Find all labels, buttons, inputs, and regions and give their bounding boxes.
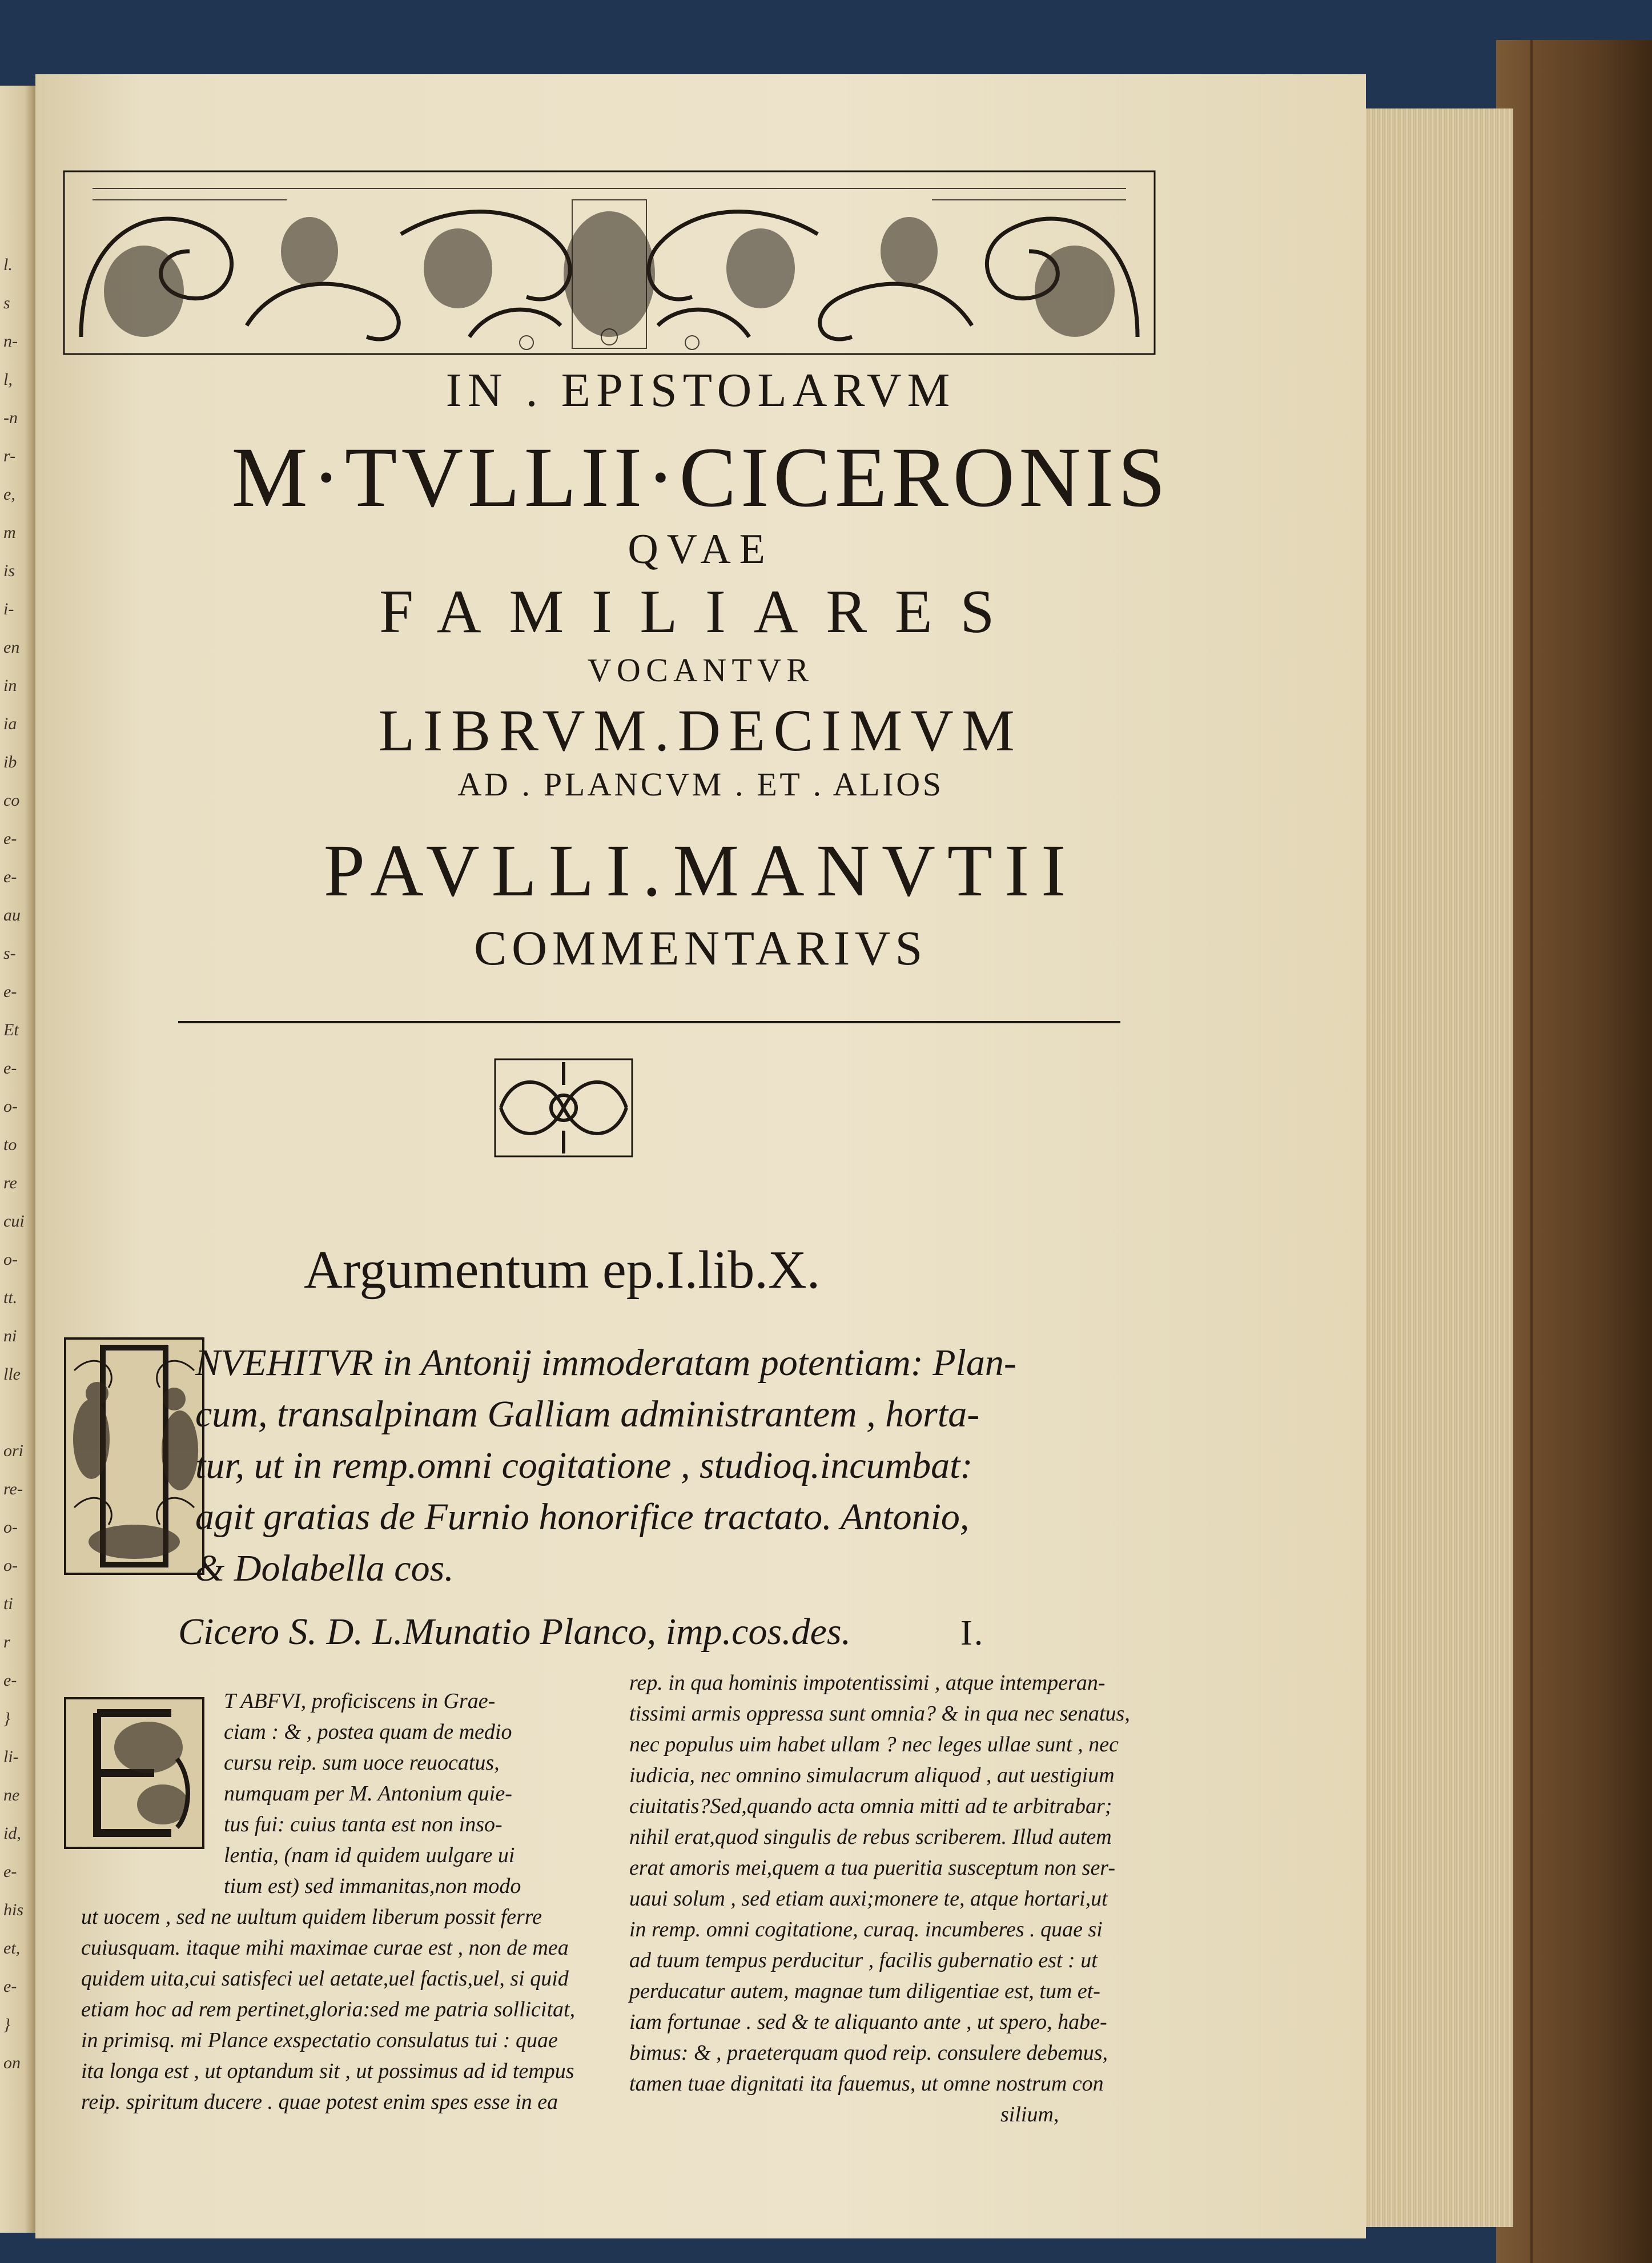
right-column-line: in remp. omni cogitatione, curaq. incumberes . quae si (629, 1918, 1103, 1942)
title-line-6: LIBRVM.DECIMVM (378, 698, 1023, 763)
intro-line-1: NVEHITVR in Antonij immoderatam potentiam: Plan- (195, 1342, 1016, 1384)
intro-line-5: & Dolabella cos. (195, 1547, 454, 1589)
right-column-line: tamen tuae dignitati ita fauemus, ut omne nostrum con (629, 2072, 1104, 2096)
salutation: Cicero S. D. L.Munatio Planco, imp.cos.des. (178, 1611, 851, 1653)
title-line-7: AD . PLANCVM . ET . ALIOS (457, 766, 944, 803)
section-rule (178, 1021, 1120, 1023)
previous-page-margin (0, 86, 35, 2233)
decorated-initial-i (63, 1336, 206, 1576)
letter-number: I. (960, 1614, 985, 1653)
right-column (629, 1667, 1130, 2130)
right-column-line: erat amoris mei,quem a tua pueritia susceptum non ser- (629, 1856, 1115, 1880)
left-column-line: cursu reip. sum uoce reuocatus, (224, 1751, 500, 1775)
left-column-line: T ABFVI, proficiscens in Grae- (224, 1689, 496, 1713)
right-column-line: perducatur autem, magnae tum diligentiae est, tum et- (629, 1979, 1100, 2003)
left-column-line: etiam hoc ad rem pertinet,gloria:sed me patria sollicitat, (81, 1997, 576, 2021)
left-column-line: tus fui: cuius tanta est non inso- (224, 1812, 503, 1836)
title-line-9: COMMENTARIVS (474, 921, 927, 975)
left-column-line: ciam : & , postea quam de medio (224, 1720, 512, 1744)
page-edges (1342, 108, 1513, 2227)
book-cover (1496, 40, 1652, 2263)
argument-heading: Argumentum ep.I.lib.X. (304, 1240, 821, 1300)
book-page (35, 74, 1366, 2238)
intro-line-4: agit gratias de Furnio honorifice tractato. Antonio, (195, 1496, 970, 1538)
right-column-line: silium, (1000, 2103, 1059, 2127)
right-column-line: tissimi armis oppressa sunt omnia? & in qua nec senatus, (629, 1702, 1130, 1726)
right-column-line: rep. in qua hominis impotentissimi , atque intemperan- (629, 1671, 1106, 1695)
right-column-line: iam fortunae . sed & te aliquanto ante , ut spero, habe- (629, 2010, 1107, 2034)
right-column-line: nihil erat,quod singulis de rebus scriberem. Illud autem (629, 1825, 1112, 1849)
left-column-line: tium est) sed immanitas,non modo (224, 1874, 521, 1898)
left-column (81, 1686, 576, 2117)
decorated-initial-e (63, 1696, 206, 1850)
left-column-line: cuiusquam. itaque mihi maximae curae est , non de mea (81, 1936, 569, 1960)
right-column-line: ad tuum tempus perducitur , facilis gubernatio est : ut (629, 1948, 1098, 1972)
left-column-line: quidem uita,cui satisfeci uel aetate,uel factis,uel, si quid (81, 1967, 569, 1991)
title-line-2: M·TVLLII·CICERONIS (231, 430, 1170, 525)
fleuron-ornament (489, 1051, 638, 1165)
title-line-5: VOCANTVR (587, 652, 814, 689)
left-column-line: ita longa est , ut optandum sit , ut possimus ad id tempus (81, 2059, 574, 2083)
left-column-line: ut uocem , sed ne uultum quidem liberum possit ferre (81, 1905, 542, 1929)
right-column-line: uaui solum , sed etiam auxi;monere te, atque hortari,ut (629, 1887, 1108, 1911)
right-column-line: ciuitatis?Sed,quando acta omnia mitti ad te arbitrabar; (629, 1794, 1112, 1818)
left-column-line: numquam per M. Antonium quie- (224, 1782, 512, 1806)
right-column-line: bimus: & , praeterquam quod reip. consulere debemus, (629, 2041, 1108, 2065)
title-line-3: QVAE (628, 526, 774, 573)
left-column-line: reip. spiritum ducere . quae potest enim spes esse in ea (81, 2090, 558, 2114)
left-column-line: in primisq. mi Plance exspectatio consulatus tui : quae (81, 2028, 558, 2052)
title-line-8: PAVLLI.MANVTII (323, 830, 1078, 912)
intro-line-3: tur, ut in remp.omni cogitatione , studioq.incumbat: (195, 1445, 973, 1486)
right-column-line: nec populus uim habet ullam ? nec leges ullae sunt , nec (629, 1733, 1119, 1756)
left-column-line: lentia, (nam id quidem uulgare ui (224, 1843, 515, 1867)
ornamental-headpiece (58, 166, 1160, 360)
title-line-1: IN . EPISTOLARVM (445, 364, 956, 417)
intro-line-2: cum, transalpinam Galliam administrantem , horta- (195, 1393, 980, 1435)
title-line-4: FAMILIARES (379, 578, 1023, 646)
right-column-line: iudicia, nec omnino simulacrum aliquod , aut uestigium (629, 1763, 1115, 1787)
previous-page-text: l. s n- l, -n r- e, m is i- en in ia ib co e- e- au s- e- Et e- o- to re cui o- tt. ni lle ori re- o- o- ti r e- } li- ne id, e- his et, e- } on (3, 255, 25, 2072)
